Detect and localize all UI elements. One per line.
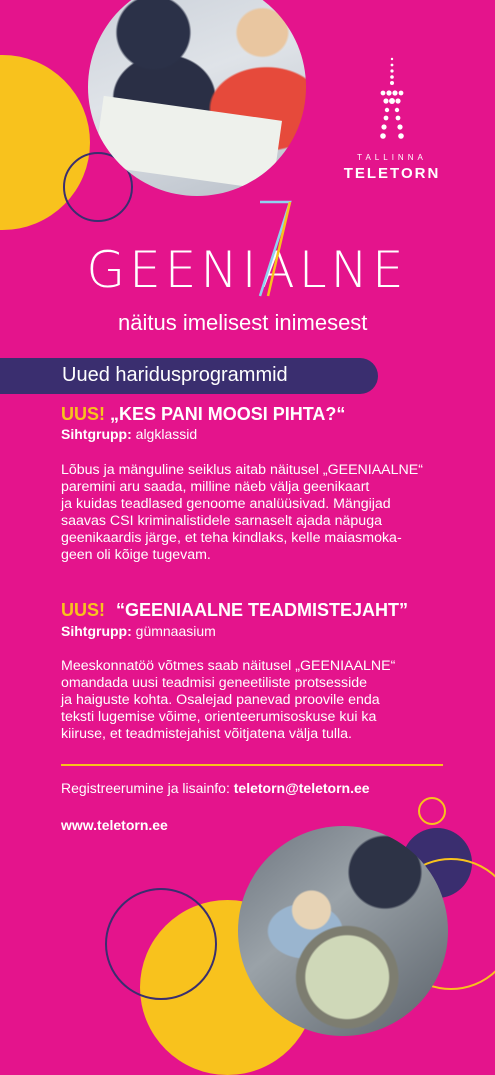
- outline-circle-small-yellow: [418, 797, 446, 825]
- program-1-heading: [61, 404, 345, 425]
- children-exhibit-photo: [238, 826, 448, 1036]
- program-2-target: [61, 623, 216, 639]
- program-2-desc-line: Meeskonnatöö võtmes saab näitusel „GEENIAALNE“: [61, 658, 396, 674]
- program-1-target-label: Sihtgrupp:: [61, 426, 132, 442]
- program-1-title: „KES PANI MOOSI PIHTA?“: [110, 404, 346, 424]
- program-1-target-value: algklassid: [135, 426, 198, 442]
- title-a-accent: [250, 200, 300, 300]
- banner-title: Uued haridusprogrammid: [62, 364, 288, 386]
- program-2-desc-line: kiiruse, et teadmistejahist võitjatena välja tulla.: [61, 726, 352, 742]
- website-link[interactable]: www.teletorn.ee: [61, 817, 168, 833]
- program-1-target: [61, 426, 197, 442]
- program-2-title: “GEENIAALNE TEADMISTEJAHT”: [116, 600, 409, 620]
- children-studying-photo: [88, 0, 306, 196]
- teletorn-tower-logo: [372, 55, 412, 147]
- program-1-desc-line: Lõbus ja mänguline seiklus aitab näitusel „GEENIAALNE“: [61, 462, 423, 478]
- section-divider: [61, 764, 443, 766]
- exhibition-title: GEENIALNE: [86, 241, 408, 299]
- contact-email-link[interactable]: teletorn@teletorn.ee: [233, 780, 370, 796]
- program-2-description: [61, 658, 481, 743]
- logo-small-text: TALLINNA: [357, 153, 427, 162]
- program-2-desc-line: ja haiguste kohta. Osalejad panevad proovile enda: [61, 692, 380, 708]
- exhibition-subtitle: näitus imelisest inimesest: [118, 310, 368, 335]
- program-1-new-badge: UUS!: [61, 404, 105, 424]
- logo-large-text: TELETORN: [343, 165, 441, 182]
- program-2-target-value: gümnaasium: [135, 623, 216, 639]
- program-1-desc-line: geenikaardis järge, et teha kindlaks, kelle maiasmoka-: [61, 530, 402, 546]
- contact-line: [61, 780, 370, 796]
- contact-label: Registreerumine ja lisainfo:: [61, 780, 230, 796]
- program-1-description: [61, 462, 481, 564]
- program-2-desc-line: omandada uusi teadmisi geneetiliste protsesside: [61, 675, 368, 691]
- program-1-desc-line: saavas CSI kriminalistidele sarnaselt ajada näpuga: [61, 513, 382, 529]
- program-2-heading: [61, 600, 408, 621]
- program-1-desc-line: ja kuidas teadlased genoome analüüsivad. Mängijad: [61, 496, 391, 512]
- program-2-new-badge: UUS!: [61, 600, 105, 620]
- outline-circle-bottom-left: [105, 888, 217, 1000]
- program-2-desc-line: teksti lugemise võime, orienteerumisoskuse kui ka: [61, 709, 377, 725]
- program-1-desc-line: geen oli kõige tugevam.: [61, 547, 211, 563]
- program-2-target-label: Sihtgrupp:: [61, 623, 132, 639]
- program-1-desc-line: paremini aru saada, milline näeb välja geenikaart: [61, 479, 370, 495]
